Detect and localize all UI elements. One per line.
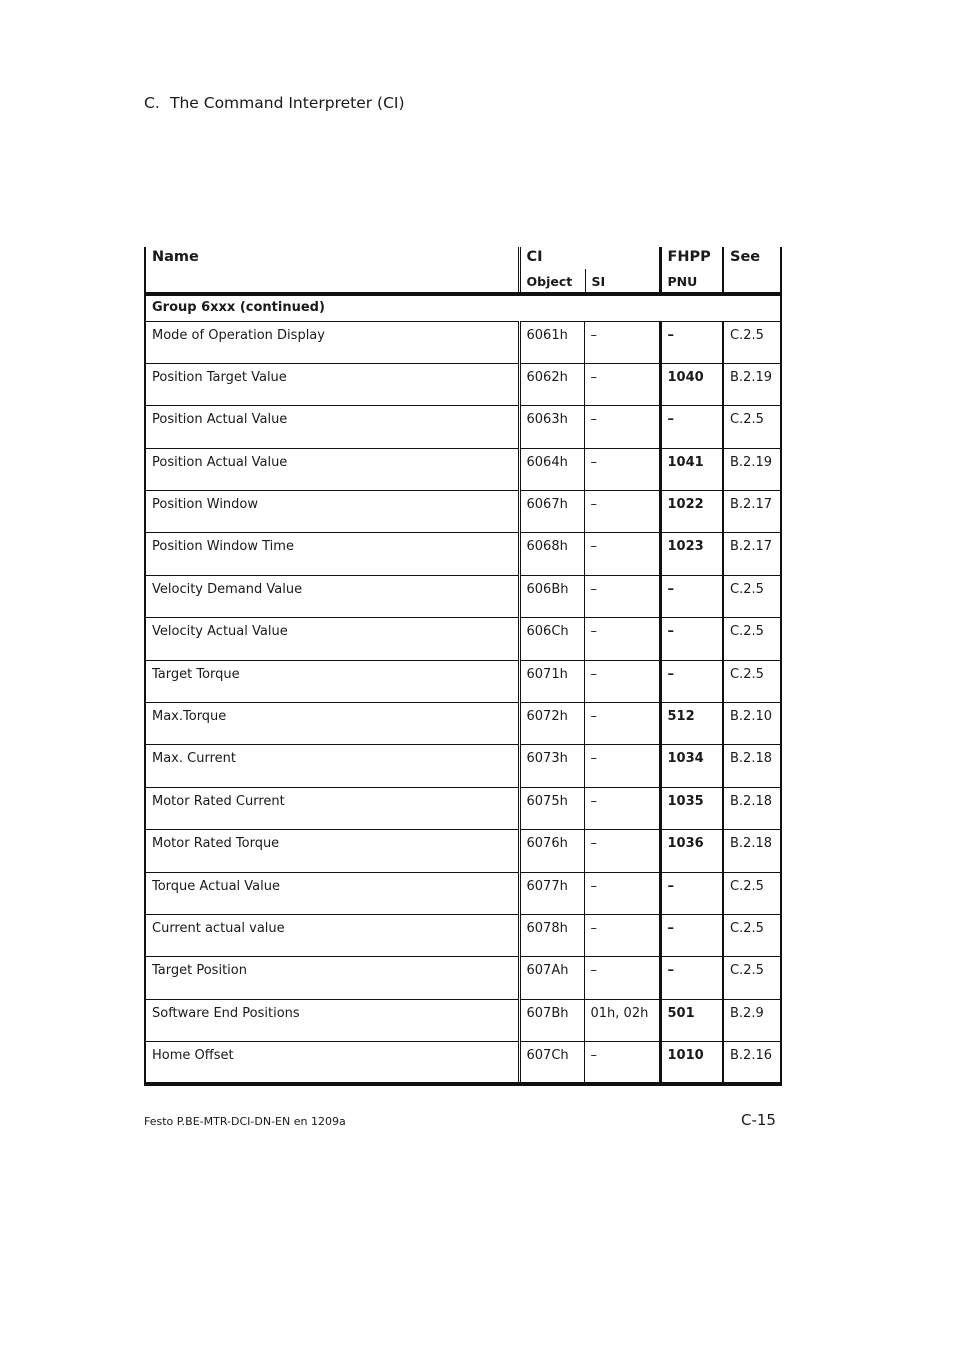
cell-name: Motor Rated Current: [145, 787, 519, 829]
cell-name: Software End Positions: [145, 999, 519, 1041]
cell-see: C.2.5: [723, 872, 781, 914]
header-object: Object: [526, 274, 573, 289]
cell-pnu: –: [660, 321, 723, 363]
cell-si: –: [584, 575, 660, 617]
cell-object: 607Ch: [519, 1042, 584, 1084]
cell-si: –: [584, 703, 660, 745]
cell-object: 6068h: [519, 533, 584, 575]
cell-object: 6061h: [519, 321, 584, 363]
cell-si: –: [584, 1042, 660, 1084]
cell-name: Velocity Actual Value: [145, 618, 519, 660]
cell-pnu: 501: [660, 999, 723, 1041]
cell-pnu: –: [660, 914, 723, 956]
header-fhpp: FHPP PNU: [660, 247, 723, 294]
cell-pnu: 512: [660, 703, 723, 745]
cell-pnu: –: [660, 660, 723, 702]
cell-see: C.2.5: [723, 914, 781, 956]
cell-si: –: [584, 363, 660, 405]
cell-pnu: –: [660, 872, 723, 914]
cell-object: 606Bh: [519, 575, 584, 617]
cell-name: Position Target Value: [145, 363, 519, 405]
cell-object: 6075h: [519, 787, 584, 829]
cell-si: 01h, 02h: [584, 999, 660, 1041]
cell-pnu: –: [660, 575, 723, 617]
table-row: [145, 830, 781, 872]
table-row: [145, 999, 781, 1041]
table-header-row: [145, 247, 781, 294]
cell-si: –: [584, 448, 660, 490]
cell-pnu: 1010: [660, 1042, 723, 1084]
header-ci: CI Object SI: [519, 247, 660, 294]
cell-object: 6064h: [519, 448, 584, 490]
cell-name: Max. Current: [145, 745, 519, 787]
cell-see: B.2.19: [723, 448, 781, 490]
cell-see: C.2.5: [723, 575, 781, 617]
cell-object: 6077h: [519, 872, 584, 914]
cell-pnu: –: [660, 406, 723, 448]
group-row: [145, 296, 781, 321]
table-row: [145, 491, 781, 533]
chapter-title: The Command Interpreter (CI): [170, 94, 405, 112]
cell-pnu: 1036: [660, 830, 723, 872]
cell-name: Position Actual Value: [145, 406, 519, 448]
cell-see: B.2.9: [723, 999, 781, 1041]
cell-pnu: 1040: [660, 363, 723, 405]
cell-object: 6076h: [519, 830, 584, 872]
cell-see: B.2.16: [723, 1042, 781, 1084]
cell-si: –: [584, 491, 660, 533]
cell-see: C.2.5: [723, 406, 781, 448]
cell-name: Target Position: [145, 957, 519, 999]
page-number: C-15: [741, 1111, 776, 1129]
document-id: Festo P.BE-MTR-DCI-DN-EN en 1209a: [144, 1115, 346, 1128]
table-row: [145, 575, 781, 617]
table-row: [145, 406, 781, 448]
cell-see: B.2.18: [723, 745, 781, 787]
cell-name: Velocity Demand Value: [145, 575, 519, 617]
cell-si: –: [584, 321, 660, 363]
header-name: Name: [145, 247, 519, 294]
cell-si: –: [584, 830, 660, 872]
cell-si: –: [584, 787, 660, 829]
cell-name: Max.Torque: [145, 703, 519, 745]
cell-si: –: [584, 406, 660, 448]
cell-see: C.2.5: [723, 618, 781, 660]
cell-name: Position Actual Value: [145, 448, 519, 490]
cell-si: –: [584, 957, 660, 999]
table-row: [145, 618, 781, 660]
table-row: [145, 872, 781, 914]
table-row: [145, 787, 781, 829]
cell-see: B.2.18: [723, 787, 781, 829]
cell-name: Target Torque: [145, 660, 519, 702]
cell-si: –: [584, 618, 660, 660]
cell-see: C.2.5: [723, 321, 781, 363]
cell-pnu: 1022: [660, 491, 723, 533]
chapter-heading: [144, 94, 405, 112]
cell-see: C.2.5: [723, 957, 781, 999]
cell-si: –: [584, 914, 660, 956]
cell-object: 6073h: [519, 745, 584, 787]
cell-pnu: 1035: [660, 787, 723, 829]
cell-pnu: 1023: [660, 533, 723, 575]
table-row: [145, 914, 781, 956]
table-row: [145, 660, 781, 702]
cell-name: Mode of Operation Display: [145, 321, 519, 363]
cell-pnu: –: [660, 957, 723, 999]
cell-see: C.2.5: [723, 660, 781, 702]
cell-see: B.2.17: [723, 533, 781, 575]
cell-object: 6067h: [519, 491, 584, 533]
cell-object: 6078h: [519, 914, 584, 956]
table-row: [145, 448, 781, 490]
cell-name: Position Window: [145, 491, 519, 533]
group-label: Group 6xxx (continued): [145, 296, 781, 321]
table-row: [145, 533, 781, 575]
cell-si: –: [584, 660, 660, 702]
cell-name: Current actual value: [145, 914, 519, 956]
cell-object: 6072h: [519, 703, 584, 745]
cell-si: –: [584, 872, 660, 914]
cell-object: 606Ch: [519, 618, 584, 660]
header-pnu: PNU: [667, 274, 698, 289]
table-row: [145, 321, 781, 363]
cell-pnu: 1034: [660, 745, 723, 787]
table-row: [145, 703, 781, 745]
cell-si: –: [584, 533, 660, 575]
cell-name: Home Offset: [145, 1042, 519, 1084]
cell-object: 607Ah: [519, 957, 584, 999]
cell-name: Torque Actual Value: [145, 872, 519, 914]
cell-see: B.2.10: [723, 703, 781, 745]
cell-object: 607Bh: [519, 999, 584, 1041]
table-row: [145, 363, 781, 405]
cell-pnu: 1041: [660, 448, 723, 490]
cell-name: Motor Rated Torque: [145, 830, 519, 872]
cell-see: B.2.17: [723, 491, 781, 533]
cell-object: 6062h: [519, 363, 584, 405]
cell-pnu: –: [660, 618, 723, 660]
chapter-number: C.: [144, 94, 160, 112]
table-row: [145, 745, 781, 787]
cell-see: B.2.18: [723, 830, 781, 872]
header-si: SI: [585, 269, 586, 292]
cell-see: B.2.19: [723, 363, 781, 405]
cell-si: –: [584, 745, 660, 787]
cell-object: 6063h: [519, 406, 584, 448]
table-row: [145, 1042, 781, 1084]
header-see: See: [723, 247, 781, 294]
table-row: [145, 957, 781, 999]
cell-object: 6071h: [519, 660, 584, 702]
cell-name: Position Window Time: [145, 533, 519, 575]
object-directory-table: [144, 247, 782, 1086]
